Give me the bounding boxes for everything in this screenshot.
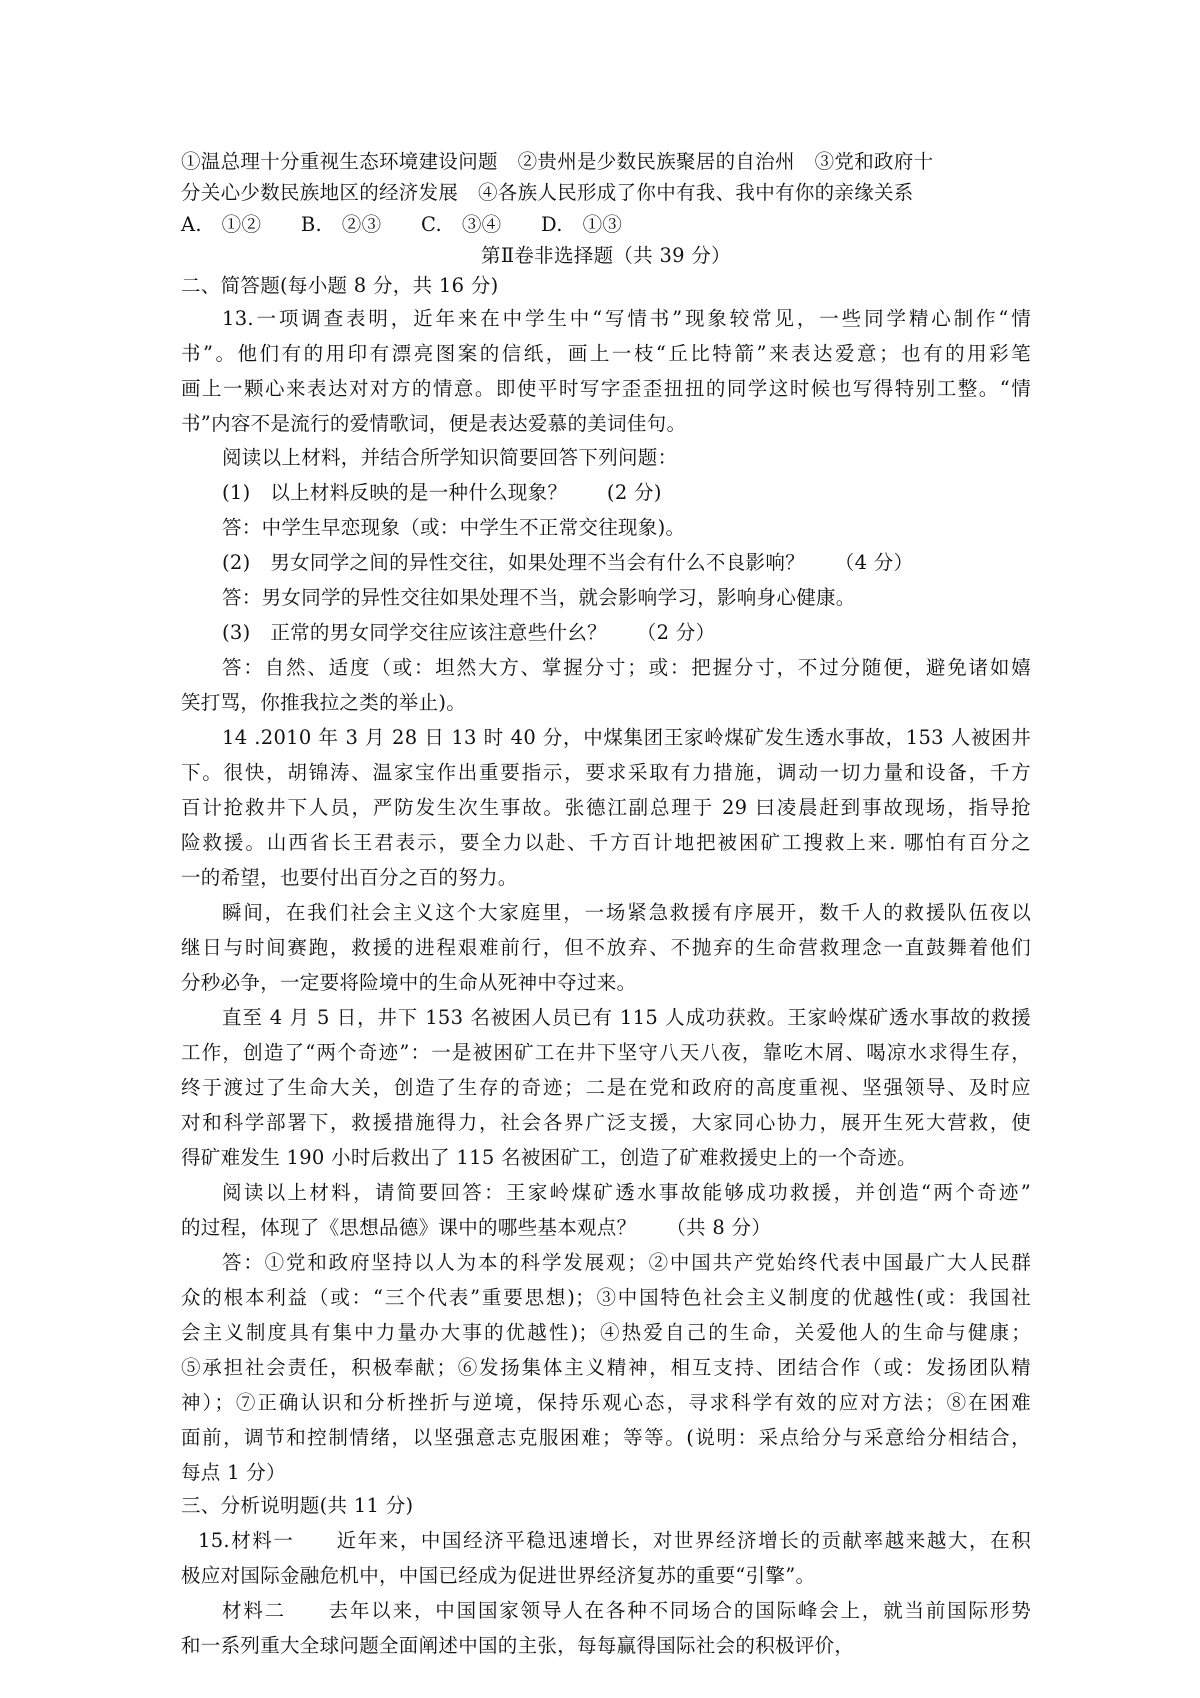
text-line: 继日与时间赛跑，救援的进程艰难前行，但不放弃、不抛弃的生命营救理念一直鼓舞着他们 — [181, 936, 1031, 959]
answer-line: 答：①党和政府坚持以人为本的科学发展观；②中国共产党始终代表中国最广大人民群 — [222, 1251, 1031, 1274]
text-line: 分秒必争，一定要将险境中的生命从死神中夺过来。 — [181, 971, 637, 994]
question-line: 的过程，体现了《思想品德》课中的哪些基本观点？ （共 8 分） — [181, 1216, 772, 1239]
text-line: 对和科学部署下，救援措施得力，社会各界广泛支援，大家同心协力，展开生死大营救，使 — [181, 1111, 1031, 1134]
text-line: 阅读以上材料，并结合所学知识简要回答下列问题： — [222, 446, 678, 469]
question-line: (3) 正常的男女同学交往应该注意些什幺？ （2 分） — [222, 621, 716, 644]
text-line: 材料二 去年以来，中国国家领导人在各种不同场合的国际峰会上，就当前国际形势 — [222, 1599, 1031, 1622]
text-line: 分关心少数民族地区的经济发展 ④各族人民形成了你中有我、我中有你的亲缘关系 — [181, 181, 914, 204]
text-line: 13.一项调查表明，近年来在中学生中“写情书”现象较常见，一些同学精心制作“情 — [222, 307, 1031, 330]
text-line: 极应对国际金融危机中，中国已经成为促进世界经济复苏的重要“引擎”。 — [181, 1564, 816, 1587]
text-line: 阅读以上材料，请简要回答：王家岭煤矿透水事故能够成功救援，并创造“两个奇迹” — [222, 1181, 1031, 1204]
text-line: 15.材料一 近年来，中国经济平稳迅速增长，对世界经济增长的贡献率越来越大，在积 — [198, 1529, 1031, 1552]
answer-line: 每点 1 分） — [181, 1461, 286, 1484]
text-line: 险救援。山西省长王君表示，要全力以赴、千方百计地把被困矿工搜救上来. 哪怕有百分之 — [181, 831, 1031, 854]
answer-options: A. ①② B. ②③ C. ③④ D. ①③ — [181, 213, 623, 236]
text-line: 书”。他们有的用印有漂亮图案的信纸，画上一枝“丘比特箭”来表达爱意；也有的用彩笔 — [181, 342, 1031, 365]
text-line: 下。很快，胡锦涛、温家宝作出重要指示，要求采取有力措施，调动一切力量和设备，千方 — [181, 761, 1031, 784]
text-line: 工作，创造了“两个奇迹”：一是被困矿工在井下坚守八天八夜，靠吃木屑、喝凉水求得生存， — [181, 1041, 1031, 1064]
text-line: 书”内容不是流行的爱情歌词，便是表达爱慕的美词佳句。 — [181, 412, 687, 435]
answer-line: 会主义制度具有集中力量办大事的优越性)；④热爱自己的生命，关爱他人的生命与健康； — [181, 1321, 1031, 1344]
answer-line: ⑤承担社会责任，积极奉献；⑥发扬集体主义精神，相互支持、团结合作（或：发扬团队精 — [181, 1356, 1031, 1379]
text-line: 和一系列重大全球问题全面阐述中国的主张，每每赢得国际社会的积极评价， — [181, 1634, 855, 1657]
text-line: 得矿难发生 190 小时后救出了 115 名被困矿工，创造了矿难救援史上的一个奇迹。 — [181, 1146, 917, 1169]
text-line: 笑打骂，你推我拉之类的举止)。 — [181, 691, 467, 714]
text-line: 一的希望，也要付出百分之百的努力。 — [181, 866, 518, 889]
text-line: 终于渡过了生命大关，创造了生存的奇迹；二是在党和政府的高度重视、坚强领导、及时应 — [181, 1076, 1031, 1099]
text-line: 画上一颗心来表达对对方的情意。即使平时写字歪歪扭扭的同学这时候也写得特别工整。“情 — [181, 377, 1031, 400]
answer-line: 众的根本利益（或：“三个代表”重要思想)；③中国特色社会主义制度的优越性(或：我国社 — [181, 1286, 1031, 1309]
section-heading: 三、分析说明题(共 11 分) — [181, 1494, 414, 1517]
section-title: 第Ⅱ卷非选择题（共 39 分） — [481, 244, 731, 267]
text-line: 瞬间，在我们社会主义这个大家庭里，一场紧急救援有序展开，数千人的救援队伍夜以 — [222, 901, 1031, 924]
text-line: 直至 4 月 5 日，井下 153 名被困人员已有 115 人成功获救。王家岭煤矿透水事故的救援 — [222, 1006, 1031, 1029]
text-line: 百计抢救井下人员，严防发生次生事故。张德江副总理于 29 曰凌晨赶到事故现场，指导抢 — [181, 796, 1031, 819]
text-line: ①温总理十分重视生态环境建设问题 ②贵州是少数民族聚居的自治州 ③党和政府十 — [181, 150, 934, 173]
answer-line: 答：中学生早恋现象（或：中学生不正常交往现象)。 — [222, 516, 686, 539]
answer-line: 答：自然、适度（或：坦然大方、掌握分寸；或：把握分寸，不过分随便，避免诸如嬉 — [222, 656, 1031, 679]
answer-line: 神）；⑦正确认识和分析挫折与逆境，保持乐观心态，寻求科学有效的应对方法；⑧在困难 — [181, 1391, 1031, 1414]
question-line: (2) 男女同学之间的异性交往，如果处理不当会有什么不良影响？ （4 分） — [222, 551, 914, 574]
answer-line: 面前，调节和控制情绪，以坚强意志克服困难；等等。(说明：采点给分与采意给分相结合， — [181, 1426, 1031, 1449]
text-line: 14 .2010 年 3 月 28 日 13 时 40 分，中煤集团王家岭煤矿发生透水事故，153 人被困井 — [222, 726, 1031, 749]
question-line: (1) 以上材料反映的是一种什么现象？ (2 分) — [222, 481, 662, 504]
section-heading: 二、简答题(每小题 8 分，共 16 分) — [181, 274, 499, 297]
answer-line: 答：男女同学的异性交往如果处理不当，就会影响学习，影响身心健康。 — [222, 586, 856, 609]
